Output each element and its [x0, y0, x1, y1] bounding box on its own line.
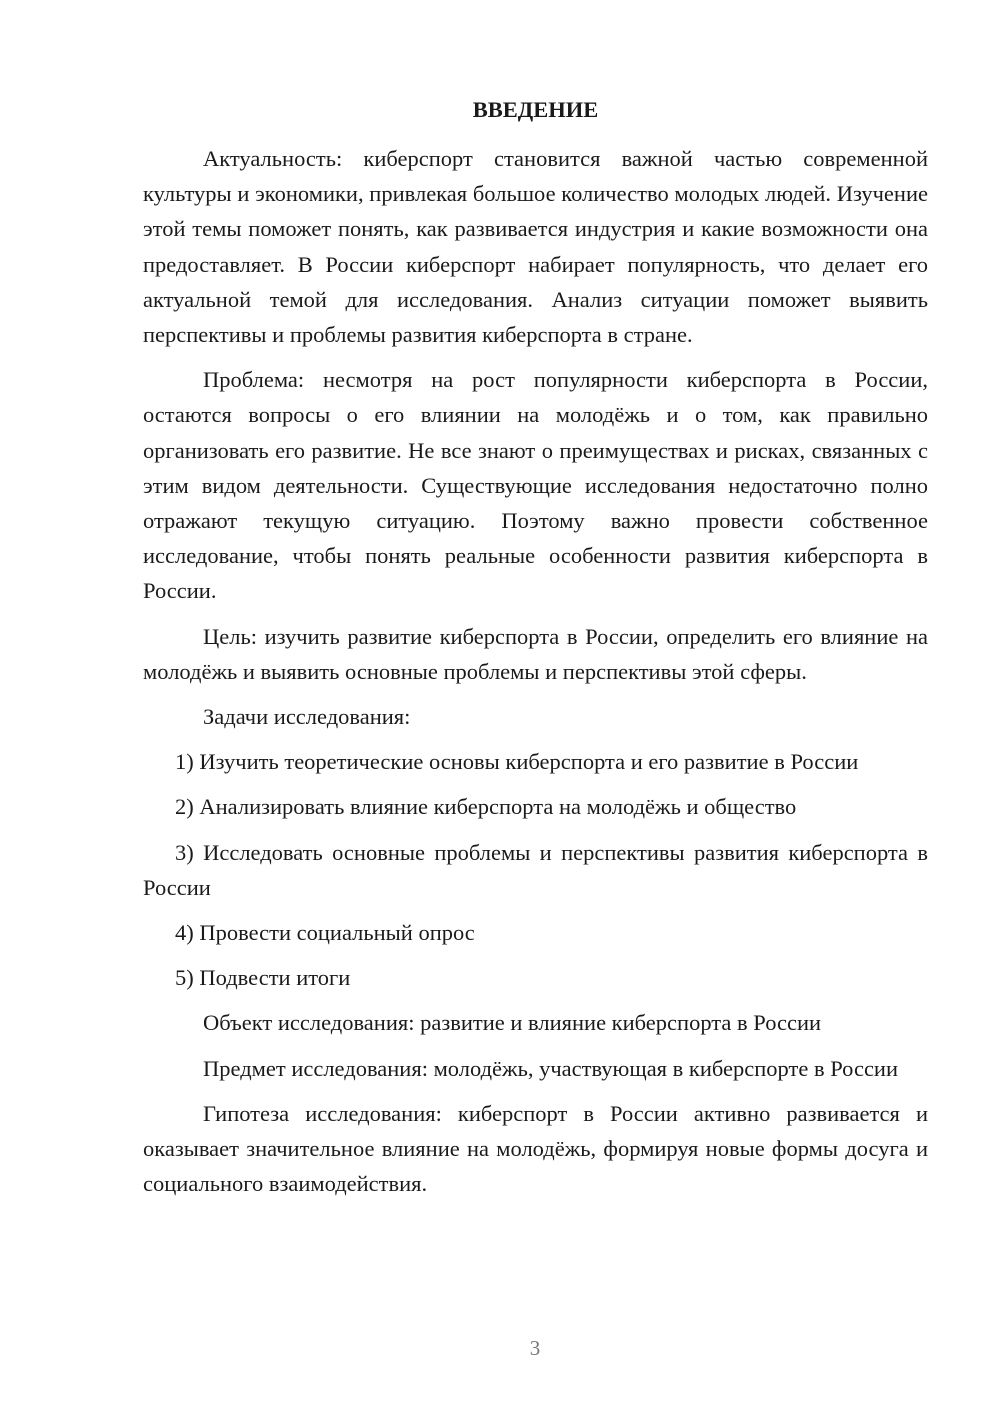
list-item: 4) Провести социальный опрос	[175, 920, 475, 946]
tasks-heading: Задачи исследования:	[203, 704, 411, 730]
subject-paragraph: Предмет исследования: молодёжь, участвующая в киберспорте в России	[203, 1055, 899, 1081]
page-title: ВВЕДЕНИЕ	[472, 97, 599, 122]
hypothesis-paragraph: Гипотеза исследования: киберспорт в России активно развивается и оказывает значительное влияние на молодёжь, формируя новые формы досуга и социального взаимодействия.	[143, 1100, 928, 1197]
page-number: 3	[529, 1336, 541, 1360]
list-item: 1) Изучить теоретические основы киберспорта и его развитие в России	[175, 749, 859, 775]
list-item: 2) Анализировать влияние киберспорта на молодёжь и общество	[175, 794, 797, 820]
object-paragraph: Объект исследования: развитие и влияние киберспорта в России	[203, 1010, 822, 1036]
list-item: 3) Исследовать основные проблемы и перспективы развития киберспорта в России	[143, 839, 928, 900]
tasks-list	[143, 744, 928, 995]
document-page	[143, 92, 928, 1211]
goal-paragraph: Цель: изучить развитие киберспорта в России, определить его влияние на молодёжь и выявить основные проблемы и перспективы этой сферы.	[143, 623, 928, 684]
list-item: 5) Подвести итоги	[175, 965, 351, 991]
problem-paragraph: Проблема: несмотря на рост популярности киберспорта в России, остаются вопросы о его влиянии на молодёжь и о том, как правильно организовать его развитие. Не все знают о преимуществах и рисках, связанных с этим видом деятельности. Существующие исследования недостаточно полно отражают текущую ситуацию. Поэтому важно провести собственное исследование, чтобы понять реальные особенности развития киберспорта в России.	[143, 367, 928, 604]
relevance-paragraph: Актуальность: киберспорт становится важной частью современной культуры и экономики, привлекая большое количество молодых людей. Изучение этой темы поможет понять, как развивается индустрия и какие возможности она предоставляет. В России киберспорт набирает популярность, что делает его актуальной темой для исследования. Анализ ситуации поможет выявить перспективы и проблемы развития киберспорта в стране.	[143, 146, 928, 348]
